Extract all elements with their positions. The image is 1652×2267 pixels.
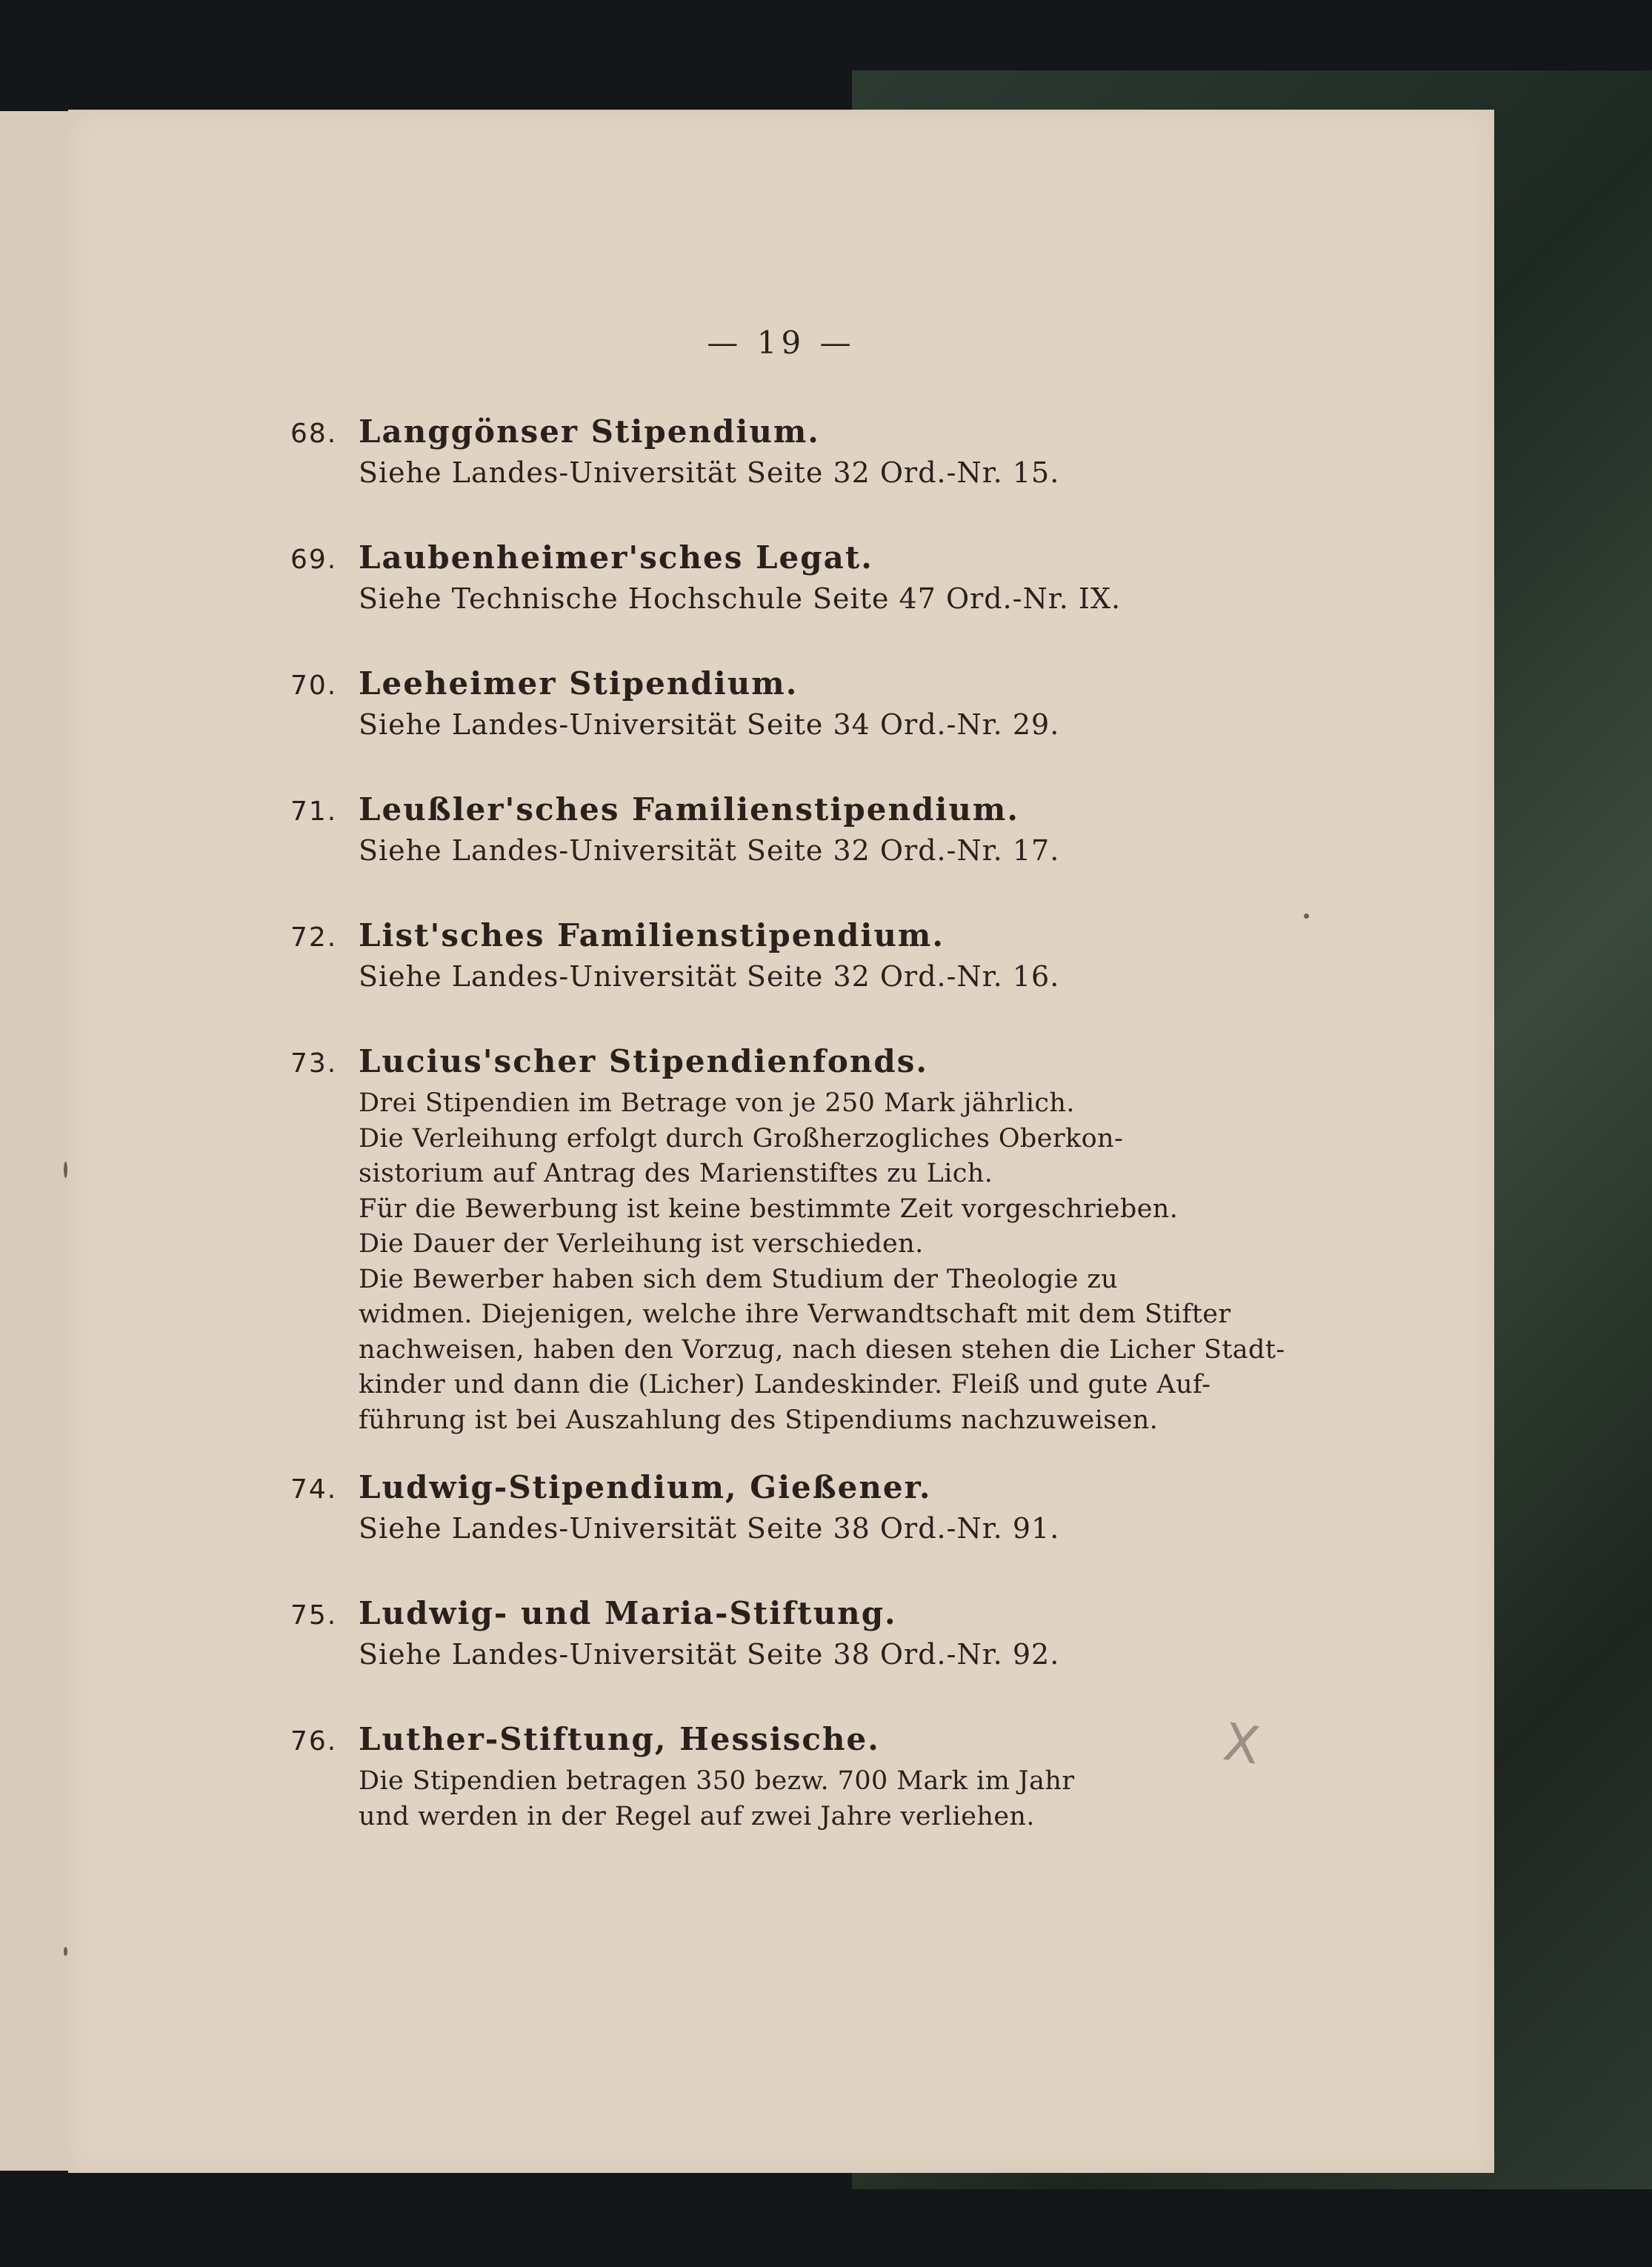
entry-title: Laubenheimer'sches Legat. [359,539,873,576]
entry-71 [290,788,1283,867]
entry-70 [290,662,1283,741]
body-line: Die Dauer der Verleihung ist verschieden. [359,1229,924,1259]
paper-speck [1304,913,1309,919]
body-line: widmen. Diejenigen, welche ihre Verwandtschaft mit dem Stifter [359,1299,1231,1329]
entry-number: 74. [290,1474,338,1505]
entry-title: Ludwig- und Maria-Stiftung. [359,1595,897,1631]
entry-number: 75. [290,1600,338,1631]
facing-page-edge [0,111,70,2171]
entry-74 [290,1465,1283,1545]
body-line: führung ist bei Auszahlung des Stipendiums nachzuweisen. [359,1405,1159,1435]
entry-reference: Siehe Landes-Universität Seite 38 Ord.-Nr. 91. [359,1512,1060,1545]
body-line: nachweisen, haben den Vorzug, nach diesen stehen die Licher Stadt- [359,1334,1285,1365]
body-line: Drei Stipendien im Betrage von je 250 Mark jährlich. [359,1088,1075,1118]
entry-number: 76. [290,1726,338,1757]
entry-reference: Siehe Technische Hochschule Seite 47 Ord.-Nr. IX. [359,582,1122,615]
book-page [68,110,1494,2173]
body-line: und werden in der Regel auf zwei Jahre verliehen. [359,1801,1035,1831]
entry-75 [290,1591,1283,1671]
entry-title: Ludwig-Stipendium, Gießener. [359,1469,932,1505]
entry-reference: Siehe Landes-Universität Seite 32 Ord.-Nr. 15. [359,456,1060,489]
entry-heading [290,913,1283,960]
entry-reference: Siehe Landes-Universität Seite 32 Ord.-Nr. 17. [359,834,1060,867]
entry-68 [290,410,1283,489]
entry-body [359,1764,1283,1834]
body-line: Die Verleihung erfolgt durch Großherzogliches Oberkon- [359,1123,1124,1154]
entry-heading [290,1591,1283,1638]
entry-heading [290,788,1283,834]
pencil-cross-mark: X [1219,1711,1264,1777]
entry-number: 73. [290,1048,338,1079]
entry-body [359,1086,1283,1438]
entry-title: Lucius'scher Stipendienfonds. [359,1043,929,1079]
entry-heading [290,1465,1283,1512]
paper-speck [64,1947,67,1956]
entry-number: 70. [290,670,338,701]
entry-heading [290,536,1283,582]
entry-heading [290,1039,1283,1086]
page-number: — 19 — [707,324,856,361]
body-line: sistorium auf Antrag des Marienstiftes zu Lich. [359,1159,993,1188]
entry-reference: Siehe Landes-Universität Seite 34 Ord.-Nr. 29. [359,708,1060,741]
entry-73 [290,1039,1283,1438]
entry-72 [290,913,1283,993]
entry-title: Luther-Stiftung, Hessische. [359,1721,880,1757]
entry-heading [290,1717,1283,1764]
entry-heading [290,410,1283,456]
entry-title: Leußler'sches Familienstipendium. [359,791,1019,828]
entry-number: 68. [290,419,338,449]
entry-number: 72. [290,922,338,953]
entry-title: Leeheimer Stipendium. [359,665,799,702]
entry-reference: Siehe Landes-Universität Seite 32 Ord.-Nr. 16. [359,960,1060,993]
entry-69 [290,536,1283,615]
entry-title: List'sches Familienstipendium. [359,917,945,953]
entry-number: 71. [290,796,338,827]
entry-76 [290,1717,1283,1834]
entry-reference: Siehe Landes-Universität Seite 38 Ord.-Nr. 92. [359,1638,1060,1671]
entry-number: 69. [290,545,338,575]
body-line: Die Bewerber haben sich dem Studium der Theologie zu [359,1264,1119,1294]
body-line: Für die Bewerbung ist keine bestimmte Zeit vorgeschrieben. [359,1194,1179,1224]
body-line: kinder und dann die (Licher) Landeskinder. Fleiß und gute Auf- [359,1370,1211,1399]
entry-heading [290,662,1283,708]
paper-speck [64,1162,67,1178]
entry-title: Langgönser Stipendium. [359,413,820,450]
body-line: Die Stipendien betragen 350 bezw. 700 Mark im Jahr [359,1766,1075,1796]
